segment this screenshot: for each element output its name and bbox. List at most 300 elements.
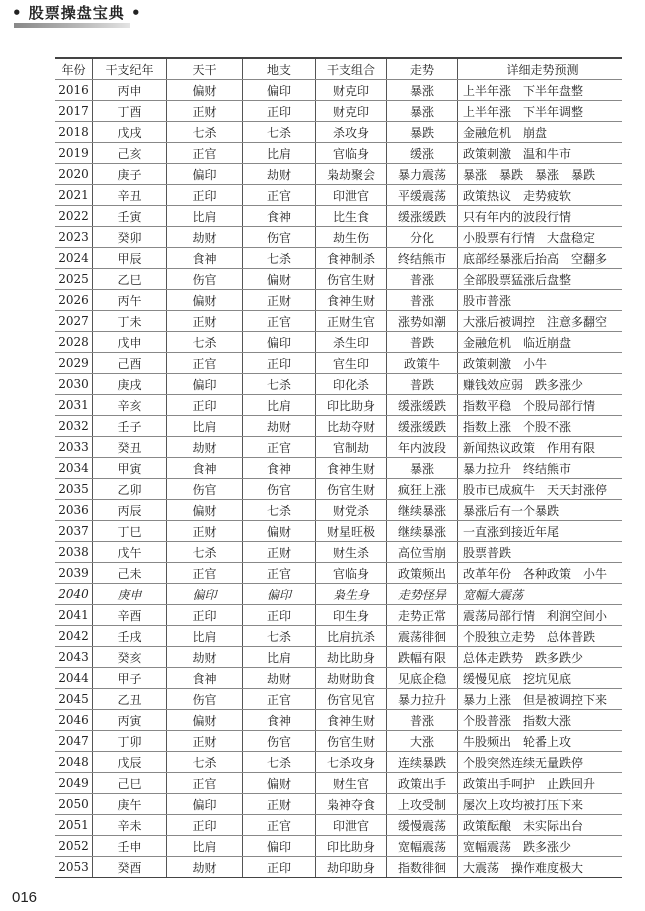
table-row [55,290,622,311]
cell-year: 2024 [55,248,93,269]
cell-tiangan: 劫财 [167,227,243,248]
cell-dizhi: 比肩 [243,143,316,164]
cell-year: 2042 [55,626,93,647]
cell-ganzhi-year: 癸亥 [93,647,167,668]
cell-combination: 劫财助食 [316,668,387,689]
cell-ganzhi-year: 戊辰 [93,752,167,773]
cell-detail: 政策热议 走势疲软 [458,185,623,206]
cell-dizhi: 正印 [243,101,316,122]
cell-trend: 疯狂上涨 [387,479,458,500]
cell-tiangan: 正官 [167,143,243,164]
cell-trend: 暴力震荡 [387,164,458,185]
cell-trend: 走势怪异 [387,584,458,605]
cell-tiangan: 正印 [167,815,243,836]
cell-dizhi: 偏印 [243,584,316,605]
col-header-trend: 走势 [387,58,458,80]
cell-year: 2017 [55,101,93,122]
cell-tiangan: 劫财 [167,857,243,878]
cell-combination: 印泄官 [316,185,387,206]
cell-ganzhi-year: 乙巳 [93,269,167,290]
cell-year: 2040 [55,584,93,605]
table-row [55,227,622,248]
table-row [55,80,622,101]
cell-year: 2028 [55,332,93,353]
cell-ganzhi-year: 戊申 [93,332,167,353]
cell-dizhi: 偏财 [243,773,316,794]
cell-tiangan: 伤官 [167,689,243,710]
cell-ganzhi-year: 壬子 [93,416,167,437]
cell-trend: 政策出手 [387,773,458,794]
cell-combination: 财生杀 [316,542,387,563]
cell-detail: 屡次上攻均被打压下来 [458,794,623,815]
cell-detail: 缓慢见底 挖坑见底 [458,668,623,689]
cell-tiangan: 正财 [167,521,243,542]
col-header-combination: 干支组合 [316,58,387,80]
cell-year: 2035 [55,479,93,500]
cell-detail: 个股独立走势 总体普跌 [458,626,623,647]
cell-trend: 暴力拉升 [387,689,458,710]
cell-year: 2037 [55,521,93,542]
cell-trend: 大涨 [387,731,458,752]
table-row [55,710,622,731]
table-row [55,815,622,836]
cell-dizhi: 食神 [243,710,316,731]
cell-detail: 政策刺激 小牛 [458,353,623,374]
cell-tiangan: 比肩 [167,626,243,647]
cell-trend: 宽幅震荡 [387,836,458,857]
cell-tiangan: 正财 [167,731,243,752]
cell-combination: 印生身 [316,605,387,626]
cell-trend: 暴跌 [387,122,458,143]
table-row [55,332,622,353]
cell-tiangan: 正印 [167,185,243,206]
cell-combination: 财生官 [316,773,387,794]
cell-dizhi: 正财 [243,794,316,815]
table-row [55,647,622,668]
cell-year: 2021 [55,185,93,206]
cell-ganzhi-year: 庚午 [93,794,167,815]
cell-tiangan: 食神 [167,458,243,479]
cell-tiangan: 偏印 [167,794,243,815]
cell-ganzhi-year: 己酉 [93,353,167,374]
cell-trend: 暴涨 [387,101,458,122]
cell-detail: 宽幅震荡 跌多涨少 [458,836,623,857]
cell-year: 2039 [55,563,93,584]
cell-year: 2043 [55,647,93,668]
cell-year: 2048 [55,752,93,773]
table-row [55,836,622,857]
cell-tiangan: 食神 [167,668,243,689]
cell-dizhi: 偏印 [243,80,316,101]
cell-detail: 赚钱效应弱 跌多涨少 [458,374,623,395]
cell-detail: 股票普跌 [458,542,623,563]
cell-tiangan: 正官 [167,353,243,374]
cell-combination: 比生食 [316,206,387,227]
cell-detail: 小股票有行情 大盘稳定 [458,227,623,248]
cell-dizhi: 七杀 [243,500,316,521]
table-row [55,752,622,773]
cell-year: 2018 [55,122,93,143]
cell-combination: 食神制杀 [316,248,387,269]
cell-year: 2020 [55,164,93,185]
cell-dizhi: 正官 [243,689,316,710]
cell-detail: 个股普涨 指数大涨 [458,710,623,731]
table-row [55,479,622,500]
cell-combination: 印比助身 [316,395,387,416]
cell-trend: 见底企稳 [387,668,458,689]
cell-dizhi: 正印 [243,605,316,626]
cell-ganzhi-year: 乙丑 [93,689,167,710]
cell-detail: 暴涨后有一个暴跌 [458,500,623,521]
cell-trend: 终结熊市 [387,248,458,269]
cell-detail: 暴涨 暴跌 暴涨 暴跌 [458,164,623,185]
cell-detail: 一直涨到接近年尾 [458,521,623,542]
cell-detail: 股市已成疯牛 天天封涨停 [458,479,623,500]
cell-detail: 震荡局部行情 利润空间小 [458,605,623,626]
cell-combination: 印比助身 [316,836,387,857]
col-header-ganzhi-year: 干支纪年 [93,58,167,80]
table-row [55,689,622,710]
cell-detail: 金融危机 崩盘 [458,122,623,143]
table-row [55,584,622,605]
table-row [55,164,622,185]
cell-dizhi: 七杀 [243,374,316,395]
cell-ganzhi-year: 庚申 [93,584,167,605]
cell-detail: 个股突然连续无量跌停 [458,752,623,773]
cell-ganzhi-year: 甲寅 [93,458,167,479]
cell-detail: 只有年内的波段行情 [458,206,623,227]
cell-trend: 普跌 [387,332,458,353]
cell-tiangan: 伤官 [167,479,243,500]
cell-tiangan: 伤官 [167,269,243,290]
cell-ganzhi-year: 庚子 [93,164,167,185]
table-row [55,185,622,206]
cell-year: 2029 [55,353,93,374]
table-row [55,101,622,122]
cell-tiangan: 正财 [167,311,243,332]
cell-ganzhi-year: 壬申 [93,836,167,857]
cell-ganzhi-year: 丁未 [93,311,167,332]
table-row [55,395,622,416]
cell-dizhi: 比肩 [243,395,316,416]
cell-ganzhi-year: 壬寅 [93,206,167,227]
table-row [55,857,622,878]
cell-ganzhi-year: 辛亥 [93,395,167,416]
cell-ganzhi-year: 辛酉 [93,605,167,626]
cell-year: 2041 [55,605,93,626]
cell-trend: 缓慢震荡 [387,815,458,836]
table-header-row [55,58,622,80]
table-row [55,437,622,458]
cell-trend: 分化 [387,227,458,248]
table-row [55,269,622,290]
cell-detail: 上半年涨 下半年盘整 [458,80,623,101]
table-row [55,374,622,395]
cell-dizhi: 劫财 [243,668,316,689]
cell-tiangan: 比肩 [167,416,243,437]
cell-tiangan: 偏财 [167,500,243,521]
table-row [55,773,622,794]
cell-combination: 食神生财 [316,710,387,731]
cell-detail: 上半年涨 下半年调整 [458,101,623,122]
cell-tiangan: 劫财 [167,647,243,668]
cell-trend: 暴涨 [387,458,458,479]
cell-detail: 新闻热议政策 作用有限 [458,437,623,458]
cell-detail: 牛股频出 轮番上攻 [458,731,623,752]
cell-dizhi: 正官 [243,185,316,206]
cell-year: 2050 [55,794,93,815]
cell-tiangan: 偏财 [167,290,243,311]
cell-ganzhi-year: 辛未 [93,815,167,836]
cell-year: 2025 [55,269,93,290]
cell-ganzhi-year: 丁酉 [93,101,167,122]
cell-combination: 印化杀 [316,374,387,395]
cell-year: 2053 [55,857,93,878]
cell-dizhi: 正官 [243,437,316,458]
table-row [55,416,622,437]
col-header-year: 年份 [55,58,93,80]
table-row [55,542,622,563]
cell-ganzhi-year: 戊戌 [93,122,167,143]
cell-trend: 缓涨缓跌 [387,416,458,437]
cell-dizhi: 正官 [243,815,316,836]
cell-trend: 普涨 [387,269,458,290]
cell-combination: 印泄官 [316,815,387,836]
table-row [55,794,622,815]
table-row [55,731,622,752]
cell-ganzhi-year: 丁巳 [93,521,167,542]
cell-combination: 官制劫 [316,437,387,458]
cell-combination: 财星旺极 [316,521,387,542]
cell-combination: 食神生财 [316,290,387,311]
table-row [55,122,622,143]
cell-tiangan: 正官 [167,773,243,794]
cell-combination: 伤官生财 [316,731,387,752]
cell-combination: 杀生印 [316,332,387,353]
cell-trend: 继续暴涨 [387,521,458,542]
cell-trend: 震荡徘徊 [387,626,458,647]
cell-detail: 金融危机 临近崩盘 [458,332,623,353]
cell-tiangan: 七杀 [167,122,243,143]
cell-tiangan: 食神 [167,248,243,269]
cell-combination: 劫生伤 [316,227,387,248]
cell-trend: 年内波段 [387,437,458,458]
cell-ganzhi-year: 己巳 [93,773,167,794]
cell-ganzhi-year: 甲子 [93,668,167,689]
cell-tiangan: 偏印 [167,164,243,185]
cell-trend: 缓涨 [387,143,458,164]
cell-detail: 暴力拉升 终结熊市 [458,458,623,479]
cell-tiangan: 七杀 [167,752,243,773]
cell-trend: 涨势如潮 [387,311,458,332]
cell-dizhi: 七杀 [243,122,316,143]
cell-trend: 继续暴涨 [387,500,458,521]
table-row [55,248,622,269]
cell-detail: 政策酝酿 未实际出台 [458,815,623,836]
cell-year: 2023 [55,227,93,248]
cell-dizhi: 正财 [243,542,316,563]
cell-year: 2026 [55,290,93,311]
cell-tiangan: 正官 [167,563,243,584]
cell-dizhi: 正官 [243,311,316,332]
table-row [55,563,622,584]
table-row [55,353,622,374]
cell-detail: 政策出手呵护 止跌回升 [458,773,623,794]
cell-dizhi: 伤官 [243,227,316,248]
cell-detail: 宽幅大震荡 [458,584,623,605]
table-row [55,206,622,227]
cell-detail: 暴力上涨 但是被调控下来 [458,689,623,710]
header-decoration-bar [14,23,130,28]
cell-trend: 指数徘徊 [387,857,458,878]
cell-year: 2045 [55,689,93,710]
cell-combination: 劫比助身 [316,647,387,668]
cell-dizhi: 伤官 [243,731,316,752]
cell-trend: 政策牛 [387,353,458,374]
cell-dizhi: 正财 [243,290,316,311]
cell-dizhi: 比肩 [243,647,316,668]
cell-combination: 正财生官 [316,311,387,332]
cell-trend: 连续暴跌 [387,752,458,773]
cell-tiangan: 比肩 [167,206,243,227]
cell-dizhi: 七杀 [243,248,316,269]
cell-trend: 政策频出 [387,563,458,584]
cell-combination: 伤官生财 [316,479,387,500]
cell-year: 2033 [55,437,93,458]
cell-ganzhi-year: 丙辰 [93,500,167,521]
cell-ganzhi-year: 癸丑 [93,437,167,458]
cell-tiangan: 正印 [167,605,243,626]
cell-ganzhi-year: 丙申 [93,80,167,101]
cell-tiangan: 偏印 [167,584,243,605]
table-row [55,521,622,542]
cell-trend: 上攻受制 [387,794,458,815]
cell-tiangan: 偏印 [167,374,243,395]
cell-ganzhi-year: 甲辰 [93,248,167,269]
cell-trend: 缓涨缓跌 [387,206,458,227]
cell-combination: 劫印助身 [316,857,387,878]
cell-detail: 指数上涨 个股不涨 [458,416,623,437]
table-row [55,668,622,689]
table-row [55,605,622,626]
cell-dizhi: 七杀 [243,752,316,773]
cell-trend: 暴涨 [387,80,458,101]
cell-combination: 食神生财 [316,458,387,479]
cell-year: 2051 [55,815,93,836]
cell-detail: 指数平稳 个股局部行情 [458,395,623,416]
cell-combination: 七杀攻身 [316,752,387,773]
cell-tiangan: 七杀 [167,332,243,353]
cell-dizhi: 食神 [243,206,316,227]
col-header-dizhi: 地支 [243,58,316,80]
cell-year: 2032 [55,416,93,437]
cell-year: 2044 [55,668,93,689]
cell-combination: 官临身 [316,563,387,584]
forecast-table [55,57,622,878]
cell-combination: 官生印 [316,353,387,374]
cell-combination: 枭神夺食 [316,794,387,815]
cell-year: 2034 [55,458,93,479]
cell-ganzhi-year: 庚戌 [93,374,167,395]
cell-dizhi: 偏财 [243,269,316,290]
cell-ganzhi-year: 丁卯 [93,731,167,752]
cell-combination: 枭生身 [316,584,387,605]
table-row [55,311,622,332]
cell-ganzhi-year: 癸卯 [93,227,167,248]
cell-ganzhi-year: 乙卯 [93,479,167,500]
cell-detail: 股市普涨 [458,290,623,311]
table-row [55,143,622,164]
cell-trend: 普跌 [387,374,458,395]
cell-ganzhi-year: 辛丑 [93,185,167,206]
cell-combination: 伤官见官 [316,689,387,710]
cell-trend: 高位雪崩 [387,542,458,563]
cell-combination: 杀攻身 [316,122,387,143]
cell-dizhi: 偏印 [243,332,316,353]
cell-dizhi: 七杀 [243,626,316,647]
cell-combination: 财克印 [316,101,387,122]
cell-year: 2027 [55,311,93,332]
cell-year: 2030 [55,374,93,395]
cell-combination: 枭劫聚会 [316,164,387,185]
page-number: 016 [12,889,38,906]
cell-year: 2016 [55,80,93,101]
cell-year: 2046 [55,710,93,731]
cell-dizhi: 偏财 [243,521,316,542]
cell-ganzhi-year: 丙寅 [93,710,167,731]
table-row [55,500,622,521]
table-row [55,626,622,647]
cell-ganzhi-year: 戊午 [93,542,167,563]
cell-combination: 伤官生财 [316,269,387,290]
cell-year: 2031 [55,395,93,416]
cell-detail: 总体走跌势 跌多跌少 [458,647,623,668]
cell-trend: 走势正常 [387,605,458,626]
cell-dizhi: 劫财 [243,416,316,437]
cell-year: 2036 [55,500,93,521]
cell-combination: 比肩抗杀 [316,626,387,647]
cell-trend: 平缓震荡 [387,185,458,206]
cell-dizhi: 伤官 [243,479,316,500]
cell-year: 2052 [55,836,93,857]
cell-dizhi: 偏印 [243,836,316,857]
cell-year: 2049 [55,773,93,794]
cell-tiangan: 正印 [167,395,243,416]
cell-ganzhi-year: 丙午 [93,290,167,311]
cell-tiangan: 比肩 [167,836,243,857]
cell-dizhi: 正印 [243,353,316,374]
cell-ganzhi-year: 壬戌 [93,626,167,647]
cell-ganzhi-year: 己亥 [93,143,167,164]
cell-year: 2047 [55,731,93,752]
cell-dizhi: 正官 [243,563,316,584]
cell-tiangan: 偏财 [167,80,243,101]
cell-year: 2019 [55,143,93,164]
cell-tiangan: 偏财 [167,710,243,731]
cell-ganzhi-year: 癸酉 [93,857,167,878]
col-header-tiangan: 天干 [167,58,243,80]
cell-tiangan: 七杀 [167,542,243,563]
cell-dizhi: 食神 [243,458,316,479]
cell-tiangan: 劫财 [167,437,243,458]
cell-dizhi: 正印 [243,857,316,878]
cell-year: 2038 [55,542,93,563]
cell-combination: 官临身 [316,143,387,164]
cell-detail: 全部股票猛涨后盘整 [458,269,623,290]
cell-combination: 财党杀 [316,500,387,521]
cell-detail: 政策刺激 温和牛市 [458,143,623,164]
running-header-title: • 股票操盘宝典 • [12,4,142,22]
